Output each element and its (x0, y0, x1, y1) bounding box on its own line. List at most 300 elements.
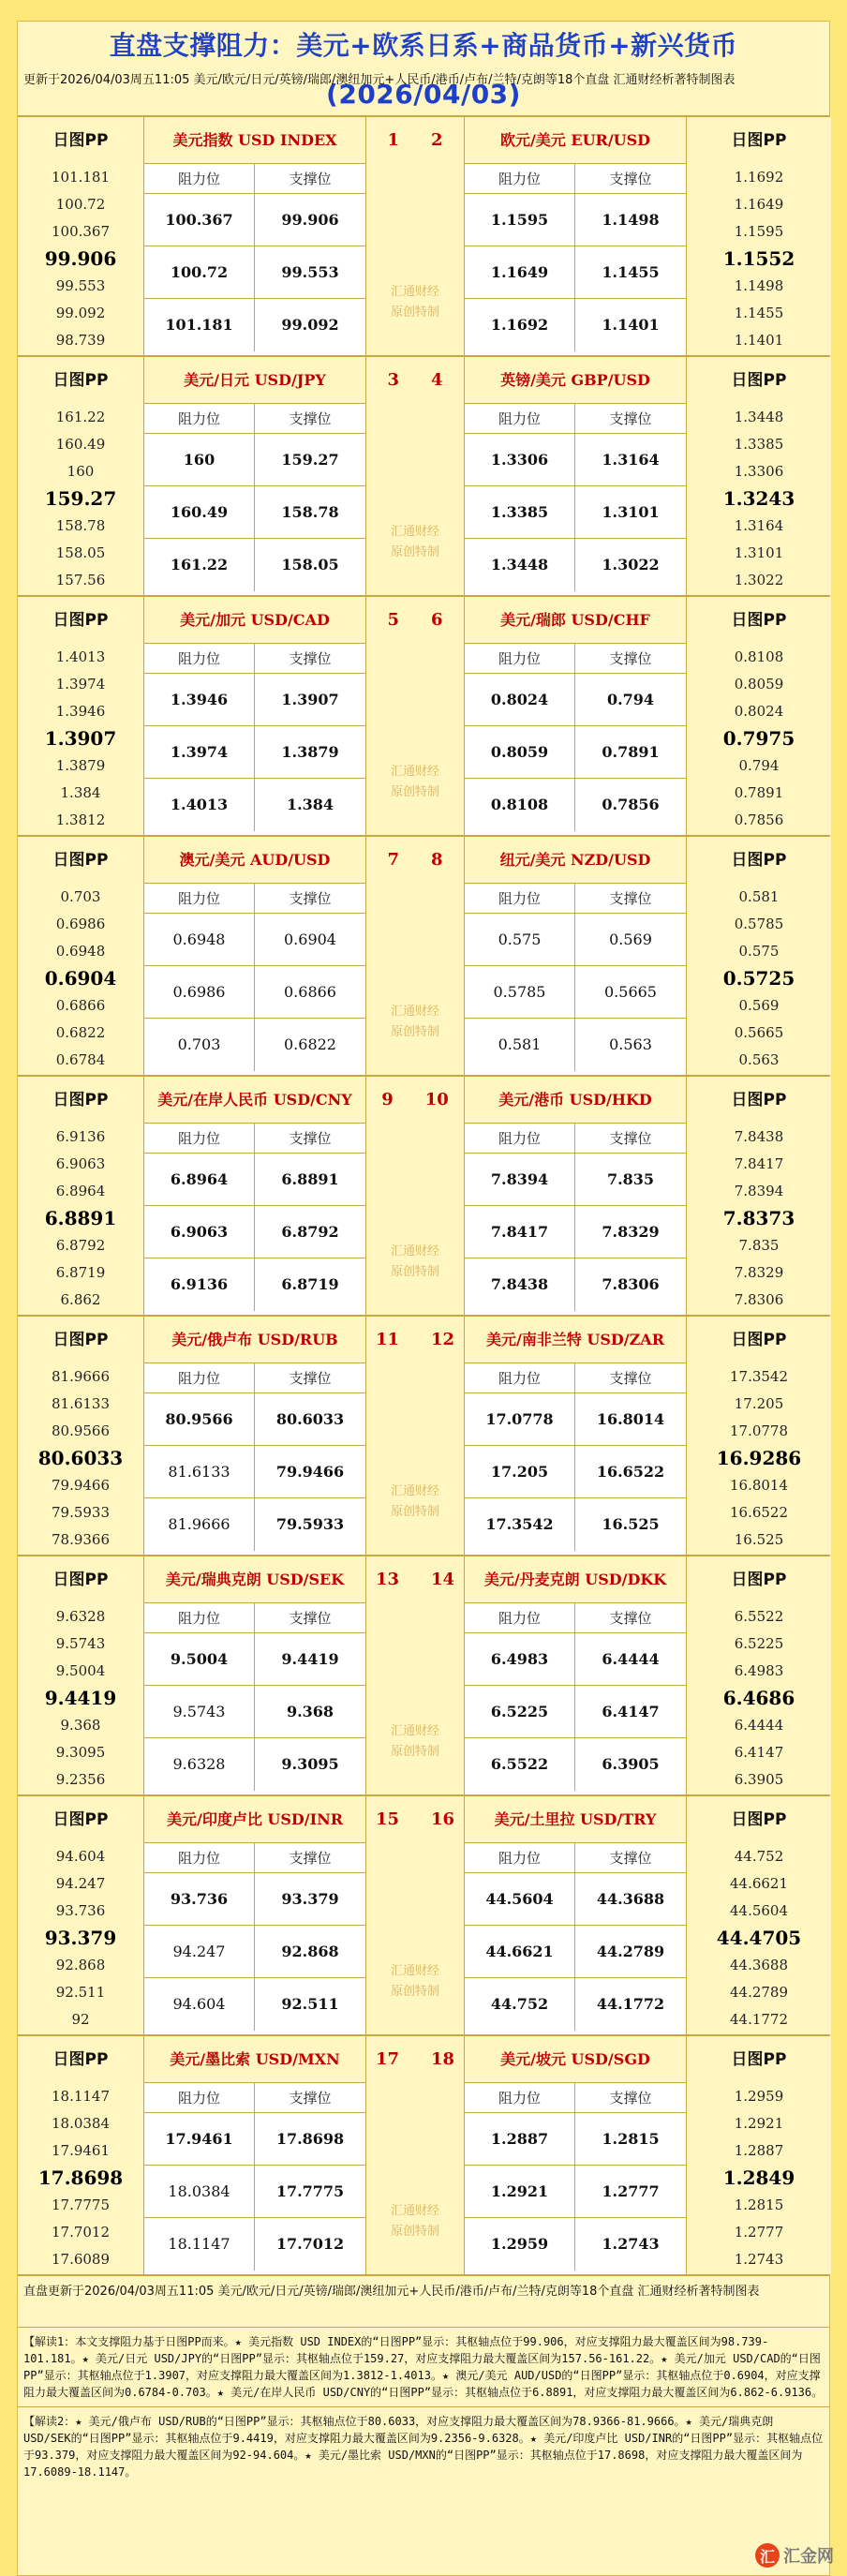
pair-number: 3 (387, 370, 399, 390)
level-row (144, 1393, 365, 1446)
level-row (144, 539, 365, 591)
pivot-point-value: 7.8373 (722, 1207, 795, 1229)
resistance-value: 100.72 (144, 246, 255, 299)
support-value: 1.3879 (281, 743, 339, 761)
level-header-row (144, 1843, 365, 1873)
pivot-level-value: 18.0384 (51, 2115, 111, 2132)
pivot-level-value: 1.2887 (734, 2142, 784, 2159)
level-table (464, 1077, 687, 1315)
pair-number: 17 (375, 2049, 399, 2069)
pivot-level-value: 1.1401 (734, 332, 784, 349)
pivot-level-value: 78.9366 (51, 1531, 111, 1548)
pivot-column (687, 837, 831, 1075)
level-row (144, 1019, 365, 1071)
pivot-level-value: 79.9466 (51, 1477, 111, 1494)
level-header-row (465, 1363, 686, 1393)
pivot-column (18, 1556, 143, 1794)
pivot-level-value: 92.511 (55, 1984, 106, 2001)
pivot-level-value: 0.7891 (734, 784, 784, 801)
support-value: 159.27 (281, 451, 339, 469)
pivot-level-value: 17.7775 (51, 2196, 111, 2213)
resistance-value: 161.22 (144, 539, 255, 591)
support-value: 1.1498 (602, 211, 660, 229)
resistance-header: 阻力位 (465, 2083, 575, 2113)
level-row (465, 2113, 686, 2166)
support-value: 0.5665 (604, 983, 657, 1001)
watermark (366, 1002, 464, 1043)
resistance-header: 阻力位 (144, 1843, 255, 1873)
pair-name: 美元/墨比索 USD/MXN (144, 2036, 365, 2083)
level-row (465, 1873, 686, 1926)
pivot-column (18, 1796, 143, 2034)
pivot-level-value: 158.05 (55, 544, 106, 561)
support-value: 79.9466 (275, 1463, 345, 1481)
pair-block (18, 1315, 829, 1555)
pivot-level-value: 1.3974 (55, 676, 106, 692)
pivot-level-value: 0.5785 (734, 916, 784, 932)
level-row (144, 726, 365, 779)
resistance-value: 6.5225 (465, 1686, 575, 1738)
level-row (144, 1633, 365, 1686)
pair-name: 美元指数 USD INDEX (144, 117, 365, 164)
pivot-point-value: 80.6033 (37, 1447, 124, 1469)
resistance-value: 9.5743 (144, 1686, 255, 1738)
support-value: 0.794 (606, 691, 655, 708)
pivot-level-value: 7.8417 (734, 1155, 784, 1172)
pivot-column (687, 357, 831, 595)
support-value: 17.7775 (275, 2182, 345, 2200)
pair-number: 1 (387, 130, 399, 150)
pivot-level-value: 99.092 (55, 305, 106, 321)
support-value: 1.3022 (602, 556, 660, 573)
level-table (143, 117, 366, 355)
pivot-level-value: 0.581 (738, 888, 780, 905)
support-value: 158.78 (281, 503, 339, 521)
pair-numbers (366, 1556, 464, 1603)
pair-name: 美元/瑞典克朗 USD/SEK (144, 1556, 365, 1603)
level-table (143, 1317, 366, 1555)
level-header-row (144, 884, 365, 914)
resistance-header: 阻力位 (144, 164, 255, 194)
pivot-level-value: 0.8024 (734, 703, 784, 720)
support-value: 7.8329 (602, 1223, 660, 1241)
level-table (143, 357, 366, 595)
support-header: 支撑位 (609, 1610, 652, 1627)
pair-index-column (366, 1077, 464, 1315)
pivot-level-value: 92.868 (55, 1957, 106, 1973)
support-value: 158.05 (281, 556, 339, 573)
support-value: 6.8891 (281, 1170, 339, 1188)
pivot-level-value: 7.8438 (734, 1128, 784, 1145)
support-value: 1.2815 (602, 2130, 660, 2148)
pivot-level-value: 1.3101 (734, 544, 784, 561)
level-row (465, 2218, 686, 2271)
pivot-level-value: 0.6866 (55, 997, 106, 1014)
pair-number: 15 (375, 1809, 399, 1829)
pivot-point-value: 1.3243 (722, 487, 795, 510)
support-value: 0.7891 (602, 743, 660, 761)
pivot-header: 日图PP (52, 1331, 109, 1349)
pair-number: 14 (431, 1570, 455, 1589)
pivot-level-value: 1.1498 (734, 277, 784, 294)
level-table (464, 2036, 687, 2274)
pivot-level-value: 44.5604 (729, 1902, 789, 1919)
pivot-level-value: 17.0778 (729, 1422, 789, 1439)
support-value: 99.906 (281, 211, 339, 229)
resistance-header: 阻力位 (465, 404, 575, 434)
pivot-level-value: 9.368 (60, 1717, 101, 1734)
pair-numbers (366, 597, 464, 644)
resistance-value: 17.9461 (144, 2113, 255, 2166)
watermark (366, 522, 464, 563)
pivot-level-value: 80.9566 (51, 1422, 111, 1439)
pair-block (18, 1794, 829, 2034)
resistance-value: 0.8024 (465, 674, 575, 726)
pivot-level-value: 1.3879 (55, 757, 106, 774)
resistance-value: 160.49 (144, 486, 255, 539)
pivot-level-value: 17.3542 (729, 1368, 789, 1385)
pivot-level-value: 92 (71, 2011, 90, 2028)
pair-index-column (366, 837, 464, 1075)
support-value: 6.4444 (602, 1650, 660, 1668)
support-value: 1.3101 (602, 503, 660, 521)
level-row (465, 1446, 686, 1498)
support-value: 7.835 (606, 1170, 655, 1188)
level-row (465, 914, 686, 966)
pivot-level-value: 1.384 (60, 784, 101, 801)
pivot-column (18, 837, 143, 1075)
pair-index-column (366, 357, 464, 595)
support-header: 支撑位 (609, 171, 652, 187)
pivot-level-value: 9.3095 (55, 1744, 106, 1761)
support-value: 92.511 (281, 1995, 339, 2013)
level-table (464, 117, 687, 355)
pair-index-column (366, 1556, 464, 1794)
support-value: 6.8719 (281, 1275, 339, 1293)
pair-numbers (366, 1796, 464, 1843)
pivot-level-value: 100.367 (51, 223, 111, 240)
pivot-level-value: 0.6822 (55, 1024, 106, 1041)
level-header-row (465, 1843, 686, 1873)
pivot-level-value: 0.6948 (55, 943, 106, 960)
resistance-value: 7.8394 (465, 1154, 575, 1206)
pair-block (18, 1555, 829, 1794)
support-value: 1.3907 (281, 691, 339, 708)
pivot-level-value: 79.5933 (51, 1504, 111, 1521)
resistance-value: 0.6986 (144, 966, 255, 1019)
pivot-level-value: 17.205 (734, 1395, 784, 1412)
level-table (143, 1077, 366, 1315)
pivot-point-value: 6.4686 (722, 1687, 795, 1709)
resistance-header: 阻力位 (465, 1363, 575, 1393)
pivot-level-value: 93.736 (55, 1902, 106, 1919)
resistance-value: 1.1692 (465, 299, 575, 351)
watermark (366, 1721, 464, 1763)
pivot-column (18, 1077, 143, 1315)
pivot-level-value: 98.739 (55, 332, 106, 349)
pair-name: 纽元/美元 NZD/USD (465, 837, 686, 884)
resistance-value: 101.181 (144, 299, 255, 351)
pair-number: 13 (375, 1570, 399, 1589)
level-row (465, 1206, 686, 1258)
pivot-level-value: 9.5743 (55, 1635, 106, 1652)
pivot-point-value: 1.3907 (44, 727, 117, 750)
pivot-point-value: 93.379 (44, 1927, 117, 1949)
pivot-level-value: 44.2789 (729, 1984, 789, 2001)
support-value: 1.1401 (602, 316, 660, 334)
support-value: 6.8792 (281, 1223, 339, 1241)
support-header: 支撑位 (609, 1370, 652, 1387)
pair-name: 美元/港币 USD/HKD (465, 1077, 686, 1124)
pivot-header: 日图PP (52, 1810, 109, 1829)
watermark-line: 原创特制 (390, 785, 439, 799)
level-header-row (144, 1363, 365, 1393)
resistance-header: 阻力位 (465, 1843, 575, 1873)
level-table (143, 1556, 366, 1794)
pair-index-column (366, 117, 464, 355)
level-row (144, 2218, 365, 2271)
pair-number: 12 (431, 1330, 455, 1349)
level-row (144, 246, 365, 299)
resistance-value: 1.3946 (144, 674, 255, 726)
resistance-header: 阻力位 (144, 1124, 255, 1154)
support-header: 支撑位 (289, 2090, 332, 2107)
pivot-column (687, 2036, 831, 2274)
pivot-header: 日图PP (731, 1571, 787, 1589)
pivot-level-value: 81.6133 (51, 1395, 111, 1412)
support-header: 支撑位 (609, 1130, 652, 1147)
resistance-value: 7.8417 (465, 1206, 575, 1258)
level-row (144, 1154, 365, 1206)
watermark-line: 原创特制 (390, 1985, 439, 1999)
resistance-value: 100.367 (144, 194, 255, 246)
pivot-level-value: 0.5665 (734, 1024, 784, 1041)
pivot-column (18, 1317, 143, 1555)
footer-update-note: 直盘更新于2026/04/03周五11:05 美元/欧元/日元/英镑/瑞郎/澳纽加元+人民币/港币/卢布/兰特/克朗等18个直盘 汇通财经析著特制图表 (18, 2274, 829, 2327)
pivot-column (18, 597, 143, 835)
pivot-level-value: 1.2743 (734, 2251, 784, 2268)
pivot-level-value: 44.3688 (729, 1957, 789, 1973)
watermark-line: 原创特制 (390, 545, 439, 559)
resistance-value: 80.9566 (144, 1393, 255, 1446)
resistance-header: 阻力位 (465, 884, 575, 914)
pivot-header: 日图PP (52, 371, 109, 390)
support-value: 1.2777 (602, 2182, 660, 2200)
watermark-line: 汇通财经 (390, 2204, 439, 2218)
level-row (144, 1926, 365, 1978)
resistance-value: 1.3448 (465, 539, 575, 591)
pair-number: 18 (431, 2049, 455, 2069)
level-row (465, 2166, 686, 2218)
resistance-value: 17.0778 (465, 1393, 575, 1446)
pivot-point-value: 16.9286 (716, 1447, 802, 1469)
pair-name: 美元/丹麦克朗 USD/DKK (465, 1556, 686, 1603)
resistance-value: 1.4013 (144, 779, 255, 831)
level-row (144, 1978, 365, 2031)
pivot-column (687, 1796, 831, 2034)
support-value: 16.6522 (596, 1463, 665, 1481)
pivot-level-value: 6.8792 (55, 1237, 106, 1254)
level-row (144, 674, 365, 726)
pair-name: 英镑/美元 GBP/USD (465, 357, 686, 404)
pair-numbers (366, 117, 464, 164)
support-header: 支撑位 (289, 171, 332, 187)
pivot-level-value: 44.1772 (729, 2011, 789, 2028)
pivot-header: 日图PP (731, 1331, 787, 1349)
pair-name: 美元/南非兰特 USD/ZAR (465, 1317, 686, 1363)
pivot-point-value: 159.27 (44, 487, 117, 510)
level-row (465, 486, 686, 539)
resistance-value: 94.604 (144, 1978, 255, 2031)
resistance-value: 9.6328 (144, 1738, 255, 1791)
pivot-level-value: 81.9666 (51, 1368, 111, 1385)
resistance-value: 17.3542 (465, 1498, 575, 1551)
resistance-value: 18.0384 (144, 2166, 255, 2218)
pivot-level-value: 6.8719 (55, 1264, 106, 1281)
support-value: 44.3688 (596, 1890, 665, 1908)
resistance-value: 0.6948 (144, 914, 255, 966)
support-value: 6.3905 (602, 1755, 660, 1773)
watermark-line: 汇通财经 (390, 1964, 439, 1978)
pivot-point-value: 9.4419 (44, 1687, 117, 1709)
watermark-line: 汇通财经 (390, 765, 439, 779)
pair-index-column (366, 597, 464, 835)
level-row (144, 1873, 365, 1926)
level-row (465, 1019, 686, 1071)
resistance-value: 44.6621 (465, 1926, 575, 1978)
pair-number: 2 (431, 130, 443, 150)
pair-block (18, 355, 829, 595)
support-header: 支撑位 (289, 1370, 332, 1387)
resistance-value: 94.247 (144, 1926, 255, 1978)
pivot-level-value: 7.8394 (734, 1183, 784, 1199)
level-header-row (144, 1124, 365, 1154)
support-value: 0.7856 (602, 796, 660, 813)
level-table (464, 1317, 687, 1555)
chart-sheet (17, 21, 830, 2576)
level-row (465, 1498, 686, 1551)
pivot-level-value: 0.6986 (55, 916, 106, 932)
level-row (465, 1154, 686, 1206)
watermark-line: 原创特制 (390, 1505, 439, 1519)
pivot-level-value: 0.7856 (734, 812, 784, 828)
pivot-point-value: 44.4705 (716, 1927, 802, 1949)
resistance-value: 6.8964 (144, 1154, 255, 1206)
level-table (143, 597, 366, 835)
pair-number: 7 (387, 850, 399, 870)
pivot-level-value: 160.49 (55, 436, 106, 453)
logo-mark: 汇 (755, 2543, 780, 2568)
resistance-value: 0.5785 (465, 966, 575, 1019)
level-row (465, 779, 686, 831)
pair-name: 美元/印度卢比 USD/INR (144, 1796, 365, 1843)
pivot-header: 日图PP (52, 611, 109, 630)
level-row (144, 1258, 365, 1311)
level-header-row (465, 164, 686, 194)
pivot-level-value: 1.2959 (734, 2088, 784, 2105)
pivot-level-value: 0.8108 (734, 648, 784, 665)
pivot-level-value: 160 (67, 463, 95, 480)
pair-numbers (366, 2036, 464, 2083)
support-value: 1.384 (286, 796, 334, 813)
pivot-level-value: 6.4147 (734, 1744, 784, 1761)
pivot-level-value: 9.5004 (55, 1662, 106, 1679)
pair-block (18, 2034, 829, 2274)
level-header-row (465, 644, 686, 674)
watermark-line: 汇通财经 (390, 285, 439, 299)
level-row (144, 1498, 365, 1551)
pair-numbers (366, 837, 464, 884)
level-table (464, 597, 687, 835)
support-value: 1.2743 (602, 2235, 660, 2253)
resistance-value: 0.575 (465, 914, 575, 966)
pivot-point-value: 0.7975 (722, 727, 795, 750)
support-value: 44.1772 (596, 1995, 665, 2013)
watermark (366, 1242, 464, 1283)
resistance-header: 阻力位 (465, 1124, 575, 1154)
level-table (464, 1796, 687, 2034)
watermark-line: 汇通财经 (390, 1005, 439, 1019)
watermark-line: 汇通财经 (390, 1724, 439, 1738)
level-header-row (465, 884, 686, 914)
level-row (465, 539, 686, 591)
pivot-level-value: 1.2921 (734, 2115, 784, 2132)
support-value: 9.3095 (281, 1755, 339, 1773)
level-row (144, 486, 365, 539)
pivot-level-value: 6.5522 (734, 1608, 784, 1625)
interpretation-note-2: 【解读2：★ 美元/俄卢布 USD/RUB的“日图PP”显示：其枢轴点位于80.6033，对应支撑阻力最大覆盖区间为78.9366-81.9666。★ 美元/瑞典克朗 USD/SEK的“日图PP”显示：其枢轴点位于9.4419，对应支撑阻力最大覆盖区间为9.2356-9.6328。★ 美元/印度卢比 USD/INR的“日图PP”显示：其枢轴点位于93.379，对应支撑阻力最大覆盖区间为92-94.604。★ 美元/墨比索 USD/MXN的“日图PP”显示：其枢轴点位于17.8698，对应支撑阻力最大覆盖区间为17.6089-18.1147。 (18, 2406, 829, 2486)
level-header-row (144, 2083, 365, 2113)
site-logo (755, 2541, 843, 2569)
pair-name: 美元/俄卢布 USD/RUB (144, 1317, 365, 1363)
pair-index-column (366, 1317, 464, 1555)
pivot-level-value: 6.9136 (55, 1128, 106, 1145)
support-value: 44.2789 (596, 1943, 665, 1960)
pivot-header: 日图PP (731, 1810, 787, 1829)
pivot-level-value: 0.8059 (734, 676, 784, 692)
pivot-level-value: 1.3812 (55, 812, 106, 828)
watermark-line: 汇通财经 (390, 1484, 439, 1498)
support-value: 93.379 (281, 1890, 339, 1908)
level-table (464, 1556, 687, 1794)
pair-numbers (366, 1317, 464, 1363)
pivot-level-value: 0.6784 (55, 1051, 106, 1068)
pivot-level-value: 1.4013 (55, 648, 106, 665)
pivot-point-value: 6.8891 (44, 1207, 117, 1229)
level-header-row (144, 404, 365, 434)
support-value: 16.525 (602, 1515, 660, 1533)
support-value: 9.4419 (281, 1650, 339, 1668)
pivot-level-value: 7.8329 (734, 1264, 784, 1281)
watermark-line: 原创特制 (390, 1025, 439, 1039)
resistance-header: 阻力位 (465, 1603, 575, 1633)
pivot-header: 日图PP (52, 1091, 109, 1109)
level-row (144, 434, 365, 486)
support-header: 支撑位 (289, 1610, 332, 1627)
pivot-level-value: 16.525 (734, 1531, 784, 1548)
watermark-line: 原创特制 (390, 1745, 439, 1759)
resistance-value: 6.5522 (465, 1738, 575, 1791)
pair-number: 5 (387, 610, 399, 630)
pair-number: 9 (381, 1090, 394, 1109)
level-row (144, 966, 365, 1019)
pair-name: 澳元/美元 AUD/USD (144, 837, 365, 884)
resistance-header: 阻力位 (144, 1363, 255, 1393)
level-table (143, 837, 366, 1075)
support-header: 支撑位 (609, 410, 652, 427)
level-header-row (465, 2083, 686, 2113)
level-table (464, 837, 687, 1075)
